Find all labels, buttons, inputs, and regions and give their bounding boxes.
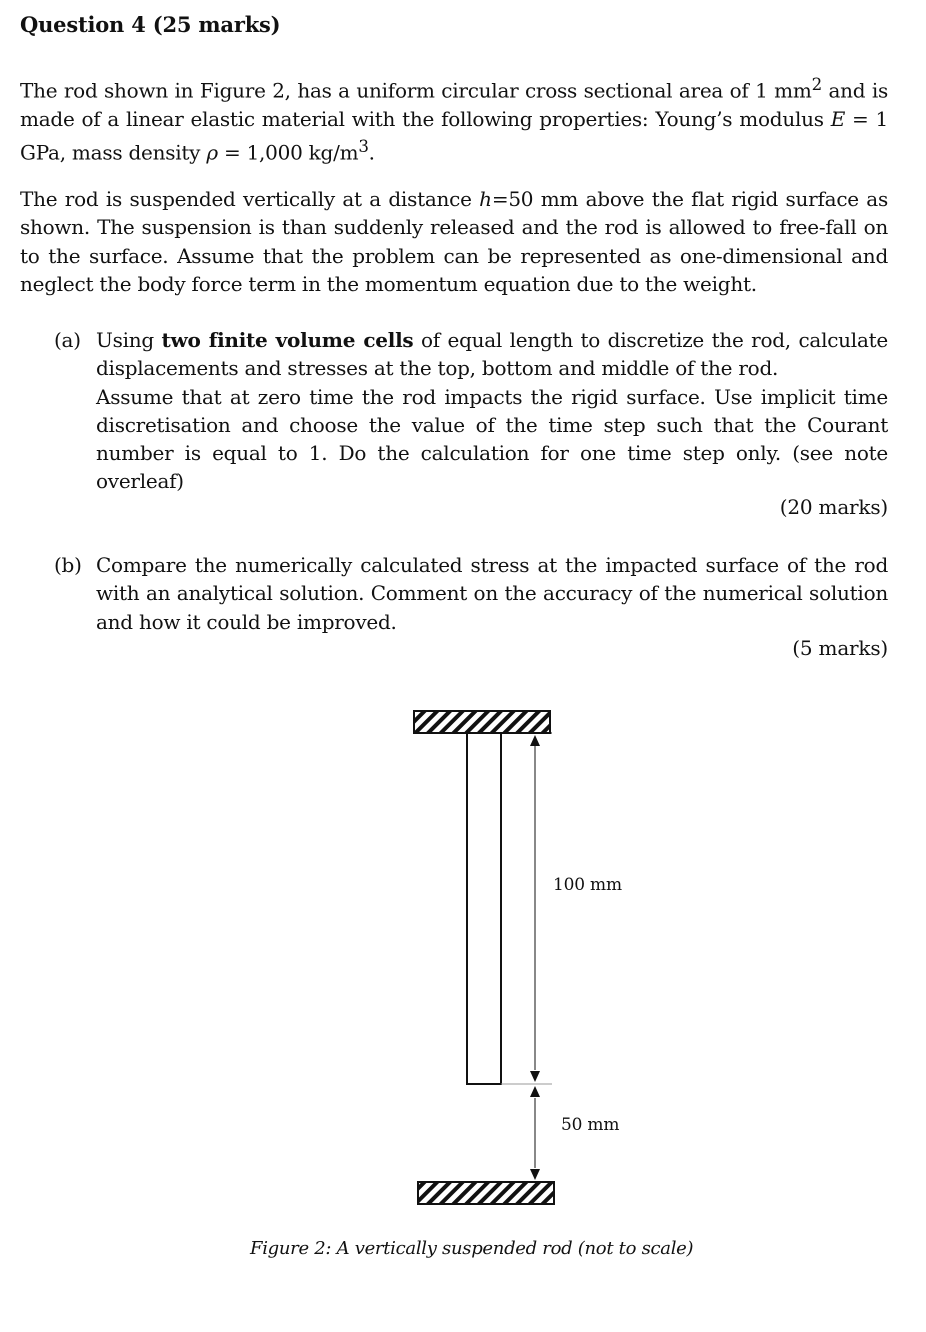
gap-arrow-top [530, 1086, 540, 1097]
part-a-marks: (20 marks) [779, 495, 888, 519]
rod-body [467, 733, 501, 1084]
ground-surface-hatch [418, 1182, 554, 1204]
part-a-text-1: Using [96, 328, 162, 352]
symbol-height: h [479, 187, 492, 211]
intro-p2-text-1: The rod is suspended vertically at a distance [20, 187, 480, 211]
figure-caption: Figure 2: A vertically suspended rod (not to scale) [250, 1238, 694, 1259]
rod-length-label: 100 mm [553, 875, 622, 895]
part-b-label: (b) [54, 553, 82, 577]
intro-p2-text-2: =50 mm above the flat rigid surface as shown. The suspension is than suddenly released and the rod is allowed to free-fall on to the surface. Assume that the problem can be represented as one-dimensional and neglect the body force term in the momentum equation due to the weight. [20, 187, 888, 296]
intro-p1-sup-1: 2 [811, 75, 822, 94]
length-arrow-bottom [530, 1071, 540, 1082]
intro-p1-text-4: = 1,000 kg/m [217, 140, 359, 165]
gap-arrow-bottom [530, 1169, 540, 1180]
symbol-density: ρ [206, 140, 218, 165]
intro-p1-text-1: The rod shown in Figure 2, has a uniform circular cross sectional area of 1 mm [20, 78, 812, 103]
intro-p1-sup-2: 3 [358, 137, 369, 157]
intro-p1-text-5: . [368, 140, 375, 165]
part-a-bold-text: two finite volume cells [161, 328, 414, 352]
length-arrow-top [530, 735, 540, 746]
intro-p1-text-2: and is made of a linear elastic material with the following properties: Young’s modulus [20, 78, 889, 131]
top-support-hatch [414, 711, 550, 733]
symbol-youngs-modulus: E [830, 106, 846, 131]
part-b-marks: (5 marks) [792, 636, 888, 660]
part-b-text: Compare the numerically calculated stress at the impacted surface of the rod with an analytical solution. Comment on the accuracy of the numerical solution and how it could be improved. [96, 553, 888, 634]
part-a-text-continued: Assume that at zero time the rod impacts the rigid surface. Use implicit time discretisation and choose the value of the time step such that the Courant number is equal to 1. Do the calculation for one time step only. (see note overleaf) [96, 384, 888, 494]
part-a-label: (a) [54, 328, 81, 352]
intro-p1-text-3: = 1 GPa, mass density [20, 106, 888, 165]
part-a-text-2: of equal length to discretize the rod, calculate displacements and stresses at the top, bottom and middle of the rod. [96, 328, 888, 381]
question-heading: Question 4 (25 marks) [20, 12, 281, 37]
gap-label: 50 mm [561, 1115, 620, 1135]
